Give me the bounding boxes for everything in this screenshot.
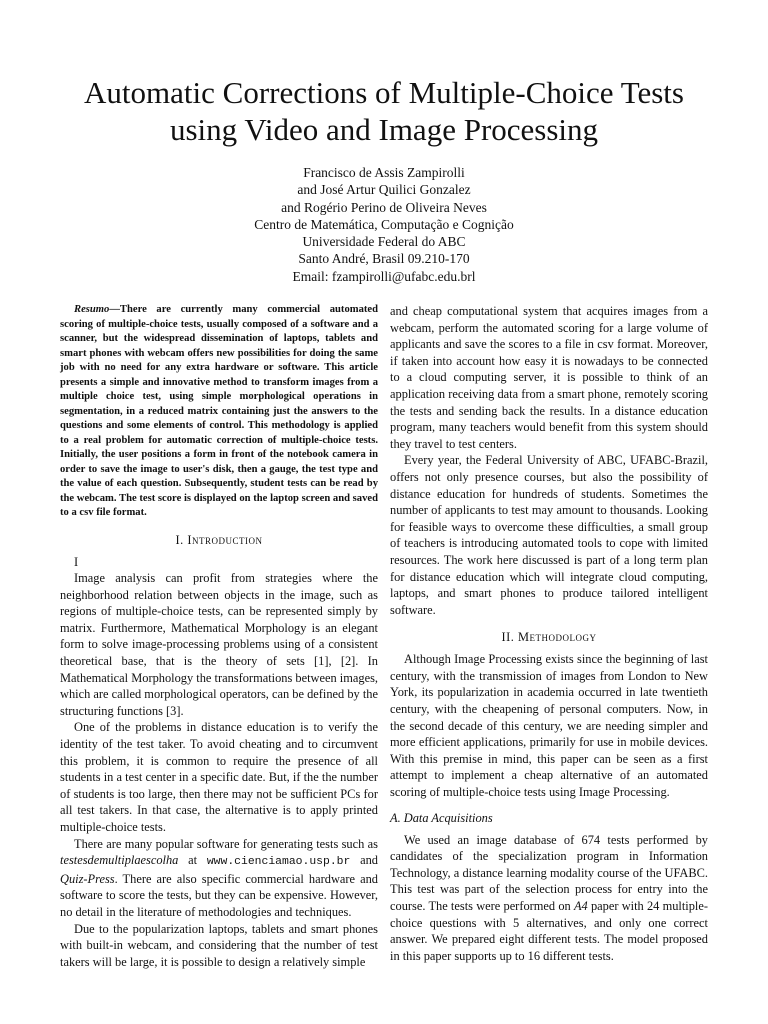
right-column (390, 303, 708, 964)
text-span: paper with (587, 899, 647, 913)
section-heading-introduction: I. Introduction (175, 532, 263, 547)
math-number: 24 (646, 899, 660, 913)
intro-paragraph-continued: and cheap computational system that acquires images from a webcam, perform the automated scoring for a large volume of applicants and save the scores to a file in csv format. Moreover, if taken into account how easy it is nowadays to be connected to a cloud computing server, it is possible to think of an application receiving data from a smart phone, remotely scoring the tests and sending back the results. In a distance education program, many teachers would benefit from this system should they travel to test centers. (390, 304, 708, 451)
paper-title (40, 74, 728, 148)
text-span: . There are also specific commercial hardware and software to score the tests, but they can be expensive. However, no detail in the literature of methodologies and techniques. (60, 871, 378, 919)
url-link: www.cienciamao.usp.br (206, 856, 351, 869)
text-span: There are many popular software for generating tests such as (74, 836, 378, 851)
abstract-text: —There are currently many commercial automated scoring of multiple-choice tests, usually composed of a software and a scanner, but the widespread dissemination of laptops, tablets and smart phones with webcam offers new possibilities for doing the same job with no need for any extra hardware or software. This article presents a simple and innovative method to transform images from a multiple choice test, using simple morphological operations in segmentation, in a reduced matrix containing just the answers to the questions and some elements of control. This methodology is applied to a real problem for automatic correction of multiple-choice tests. Initially, the user positions a form in front of the notebook camera in order to save the image to user's disk, then a gauge, the test type and the value of each question. Subsequently, student tests can be read by the webcam. The test score is displayed on the laptop screen and saved to a csv file format. (60, 304, 378, 518)
intro-paragraph-4: Due to the popularization laptops, tablets and smart phones with built-in webcam, and considering that the number of test takers will be large, it is possible to design a relatively simple (60, 921, 378, 969)
abstract-label: Resumo (74, 304, 110, 315)
math-number: 674 (581, 832, 601, 847)
intro-paragraph-3 (60, 836, 378, 921)
text-span: and (350, 853, 378, 868)
text-span: at (178, 853, 207, 868)
stray-letter: I (74, 554, 79, 569)
math-number: 16 (527, 948, 541, 963)
author-line: Francisco de Assis Zampirolli (303, 165, 465, 180)
software-name: testesdemultiplaescolha (60, 853, 179, 868)
title-line-2: using Video and Image Processing (169, 112, 599, 147)
email-line: Email: fzampirolli@ufabc.edu.brl (292, 268, 476, 284)
abstract (60, 303, 378, 521)
left-column (60, 303, 378, 970)
intro-paragraph-5: Every year, the Federal University of ABC, UFABC-Brazil, offers not only presence courses, but also the possibility of distance education for hundreds of students. Sometimes the number of applicants to test may amount to thousands. Looking for feasible ways to overcome these difficulties, a small group of teachers is introducing automated tools to cope with limited resources. The work here discussed is part of a long term plan for distance education which will integrate cloud computing, laptops, and smart phones to produce tailored intelligent software. (390, 453, 708, 617)
software-name: Quiz-Press (60, 871, 115, 886)
data-acquisition-paragraph (390, 832, 708, 965)
subsection-heading-data-acquisitions: A. Data Acquisitions (390, 810, 493, 825)
math-number: A4 (573, 899, 588, 913)
affiliation-line: Centro de Matemática, Computação e Cognição (254, 216, 514, 232)
text-span: multiple-choice questions with (390, 899, 708, 930)
author-line: and Rogério Perino de Oliveira Neves (281, 199, 487, 215)
section-heading-methodology: II. Methodology (501, 630, 597, 645)
text-span: tests performed by candidates of the specialization program in Information Technology, a distance learning modality course of the UFABC. This test was part of the selection process for entry into the course. The tests were performed on (390, 832, 708, 913)
intro-paragraph-1: Image analysis can profit from strategies where the neighborhood relation between objects in the image, such as regions of multiple-choice tests, can be represented simply by matrix. Furthermore, Mathematical Morphology is an elegant form to solve image-processing problems using of a consistent theoretical base, that is the theory of sets [1], [2]. In Mathematical Morphology the transformations between images, which are called morphological operators, can be defined by the structuring functions [3]. (60, 571, 378, 718)
text-span: different tests. (540, 948, 614, 963)
title-line-1: Automatic Corrections of Multiple-Choice Tests (84, 75, 684, 110)
affiliation-line: Universidade Federal do ABC (302, 234, 466, 250)
author-block (134, 164, 634, 285)
text-span: We used an image database of (404, 832, 582, 847)
intro-paragraph-2: One of the problems in distance education is to verify the identity of the test taker. To avoid cheating and to circumvent this problem, it is common to require the presence of all students in a test center in a specific date. But, if the the number of students is too large, then there may not be sufficient PCs for all test takers. In that case, the alternative is to apply printed multiple-choice tests. (60, 720, 378, 834)
author-line: and José Artur Quilici Gonzalez (297, 182, 471, 198)
address-line: Santo André, Brasil 09.210-170 (298, 251, 470, 267)
text-span: alternatives, and only one correct answer. We prepared eight different tests. The model proposed in this paper supports up to (390, 915, 708, 963)
math-number: 5 (513, 915, 520, 930)
methodology-paragraph-1: Although Image Processing exists since the beginning of last century, with the transmission of images from London to New York, its popularization in academia occurred in late twentieth century, with the cheapening of personal computers. Now, in the second decade of this century, we are needing simpler and more efficient applications, primarily for use in mobile devices. With this premise in mind, this paper can be seen as a first attempt to implement a cheap alternative of an automated scoring of multiple-choice tests using Image Processing. (390, 652, 708, 800)
